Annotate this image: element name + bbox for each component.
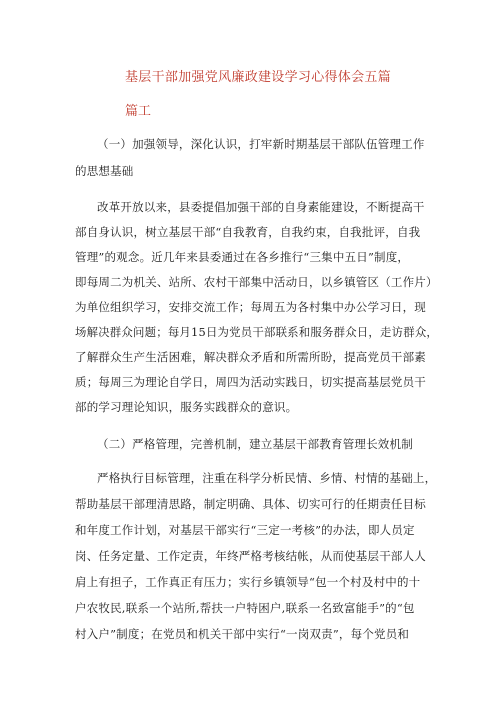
document-title: 基层干部加强党风廉政建设学习心得体会五篇 xyxy=(125,70,392,85)
paragraph-line: 村入户”制度；在党员和机关干部中实行“一岗双责”，每个党员和 xyxy=(75,627,410,641)
paragraph-line: 肩上有担子，工作真正有压力；实行乡镇领导“包一个村及村中的十 xyxy=(75,575,421,589)
paragraph-line: 帮助基层干部理清思路，制定明确、具体、切实可行的任期责任目标 xyxy=(75,497,426,511)
paragraph-line: 严格执行目标管理，注重在科学分析民情、乡情、村情的基础上， xyxy=(97,471,437,485)
paragraph-line: 户农牧民,联系一个站所,帮扶一户特困户,联系一名致富能手”的“包 xyxy=(75,601,415,615)
paragraph-line: 改革开放以来，县委提倡加强干部的自身素能建设，不断提高干 xyxy=(97,200,425,214)
paragraph-line: 岗、任务定量、工作定责，年终严格考核结帐，从而使基层干部人人 xyxy=(75,549,426,563)
paragraph-line: 场解决群众问题；每月15日为党员干部联系和服务群众日，走访群众， xyxy=(75,325,439,339)
paragraph-line: 质；每周三为理论自学日，周四为活动实践日，切实提高基层党员干 xyxy=(75,375,426,389)
paragraph-line: 部的学习理论知识，服务实践群众的意识。 xyxy=(75,400,298,414)
paragraph-line: 管理”的观念。近几年来县委通过在各乡推行“三集中五日”制度， xyxy=(75,250,410,264)
paragraph-line: 部自身认识，树立基层干部“自我教育，自我约束，自我批评，自我 xyxy=(75,225,421,239)
paragraph-line: 为单位组织学习，安排交流工作；每周五为各村集中办公学习日，现 xyxy=(75,300,426,314)
paragraph-line: （二）严格管理，完善机制，建立基层干部教育管理长效机制 xyxy=(97,437,413,451)
paragraph-line: 即每周二为机关、站所、农村干部集中活动日，以乡镇管区（工作片） xyxy=(75,275,438,289)
paragraph-line: 和年度工作计划，对基层干部实行“三定一考核”的办法，即人员定 xyxy=(75,523,415,537)
paragraph-line: 了解群众生产生活困难，解决群众矛盾和所需所盼，提高党员干部素 xyxy=(75,350,426,364)
paragraph-line: 的思想基础 xyxy=(75,164,134,178)
paragraph-line: （一）加强领导，深化认识，打牢新时期基层干部队伍管理工作 xyxy=(97,137,425,151)
document-title-part: 篇工 xyxy=(125,104,152,119)
